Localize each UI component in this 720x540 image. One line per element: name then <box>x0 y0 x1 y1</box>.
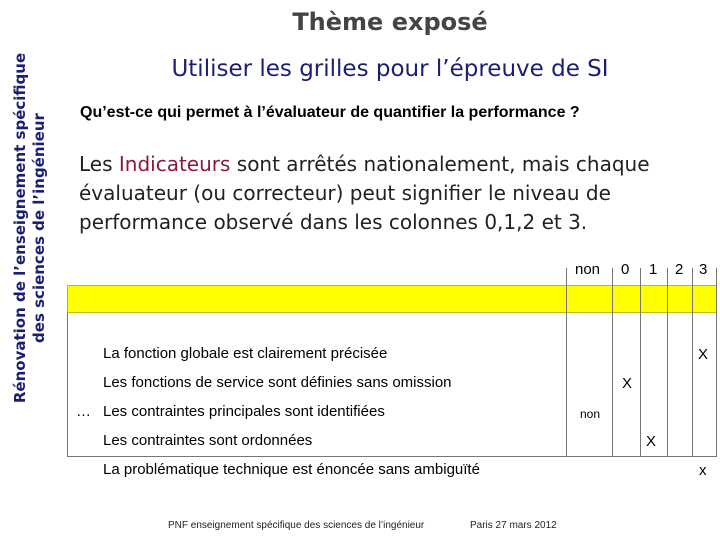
question-text: Qu’est-ce qui permet à l’évaluateur de quantifier la performance ? <box>80 104 580 121</box>
footer-right: Paris 27 mars 2012 <box>470 520 557 531</box>
grid-row-label: Les fonctions de service sont définies sans omission <box>103 374 452 391</box>
column-header-3: 3 <box>699 261 708 278</box>
grid-column-line <box>640 268 641 457</box>
column-header-2: 2 <box>675 261 684 278</box>
grid-header-bar <box>67 285 717 313</box>
grid-mark: x <box>699 462 707 479</box>
column-header-0: 0 <box>621 261 630 278</box>
grid-mark: X <box>622 375 633 392</box>
grid-row-label: Les contraintes sont ordonnées <box>103 432 313 449</box>
grid-row-label: La fonction globale est clairement précisée <box>103 345 388 362</box>
column-header-1: 1 <box>649 261 658 278</box>
footer-left: PNF enseignement spécifique des sciences de l’ingénieur <box>168 520 425 531</box>
sidebar-title <box>11 53 49 403</box>
column-header-non: non <box>575 261 601 278</box>
sidebar <box>0 0 60 540</box>
grid-mark: X <box>646 433 657 450</box>
grid-mark: X <box>698 346 709 363</box>
body-paragraph <box>79 150 669 237</box>
row-ellipsis: … <box>76 403 91 420</box>
grid-column-line <box>612 268 613 457</box>
grid-column-line <box>692 268 693 457</box>
grid-column-line <box>667 268 668 457</box>
body-text-before: Les <box>79 152 119 176</box>
body-text-after: sont arrêtés nationalement, mais chaque évaluateur (ou correcteur) peut signifier le niveau de performance observé dans les colonnes 0,1,2 et 3. <box>79 152 650 234</box>
theme-heading: Thème exposé <box>292 8 488 36</box>
grid-column-line <box>566 268 567 457</box>
sidebar-title-line2: des sciences de l’ingénieur <box>30 113 48 343</box>
sidebar-title-line1: Rénovation de l’enseignement spécifique <box>11 52 29 404</box>
grid-row-label: Les contraintes principales sont identifiées <box>103 403 385 420</box>
body-highlight: Indicateurs <box>118 152 231 176</box>
grid-row-label: La problématique technique est énoncée sans ambiguïté <box>103 461 480 478</box>
grid-mark: non <box>580 407 601 421</box>
slide-subtitle: Utiliser les grilles pour l’épreuve de SI <box>171 56 609 82</box>
grid-column-line <box>716 268 717 457</box>
